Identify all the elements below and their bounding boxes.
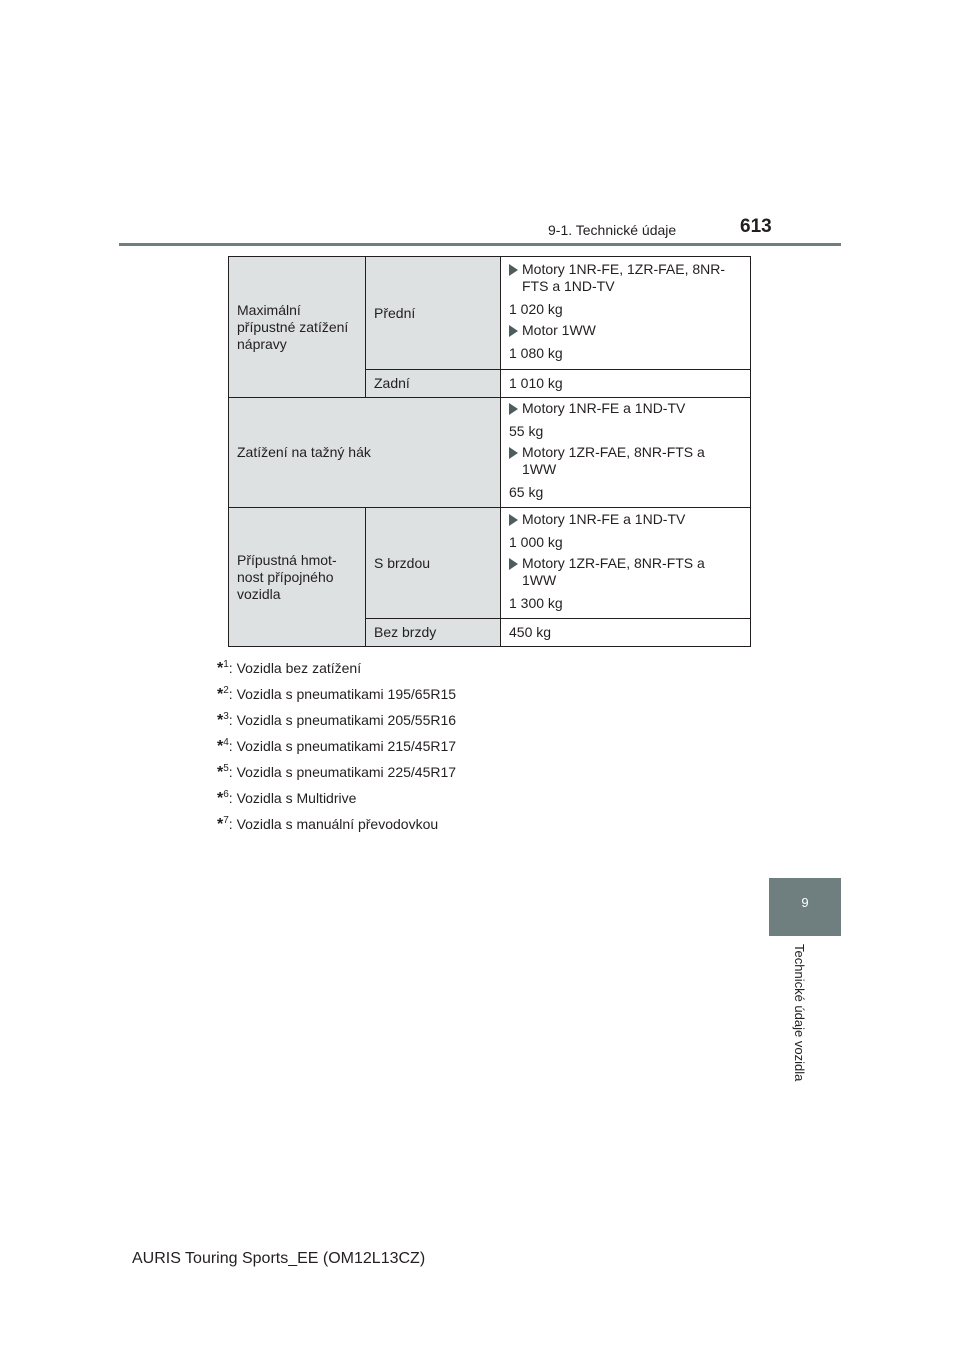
page-number: 613 xyxy=(740,216,772,237)
unbraked-trailer-value: 450 kg xyxy=(501,619,751,647)
footnote: *$^5$: Vozidla s pneumatikami 225/45R17 xyxy=(217,763,457,781)
value-amount: 65 kg xyxy=(509,484,544,500)
table-row xyxy=(229,398,751,508)
trailer-mass-label: Přípustná hmot-nost přípojného vozidla xyxy=(229,508,366,647)
tow-hook-values xyxy=(501,398,751,508)
chapter-title: Technické údaje vozidla xyxy=(792,944,807,1082)
value-bullet: Motor 1WW xyxy=(509,322,742,339)
value-amount: 55 kg xyxy=(509,423,544,439)
footnote: *$^1$: Vozidla bez zatížení xyxy=(217,659,362,677)
tow-hook-label: Zatížení na tažný hák xyxy=(229,398,501,508)
front-axle-values xyxy=(501,257,751,370)
value-amount: 1 300 kg xyxy=(509,594,563,611)
section-title: 9-1. Technické údaje xyxy=(548,222,677,238)
footnote: *$^7$: Vozidla s manuální převodovkou xyxy=(217,815,439,833)
braked-trailer-values xyxy=(501,508,751,619)
header-rule xyxy=(119,243,841,246)
value-bullet: Motory 1NR-FE a 1ND-TV xyxy=(509,400,742,417)
chapter-tab: 9 xyxy=(769,878,841,936)
unbraked-trailer-label: Bez brzdy xyxy=(366,619,501,647)
axle-load-label: Maximální přípustné zatížení nápravy xyxy=(229,257,366,398)
value-bullet: Motory 1NR-FE, 1ZR-FAE, 8NR-FTS a 1ND-TV xyxy=(509,261,742,295)
value-amount: 1 020 kg xyxy=(509,300,563,317)
footnote: *$^3$: Vozidla s pneumatikami 205/55R16 xyxy=(217,711,457,729)
value-amount: 1 080 kg xyxy=(509,344,563,361)
value-amount: 1 000 kg xyxy=(509,533,563,550)
footnotes xyxy=(217,652,456,834)
value-bullet: Motory 1ZR-FAE, 8NR-FTS a 1WW xyxy=(509,555,742,589)
rear-axle-label: Zadní xyxy=(366,370,501,398)
footnote: *$^6$: Vozidla s Multidrive xyxy=(217,789,357,807)
specifications-table xyxy=(228,256,751,647)
footer-book-title: AURIS Touring Sports_EE (OM12L13CZ) xyxy=(132,1250,426,1267)
rear-axle-value: 1 010 kg xyxy=(501,370,751,398)
front-axle-label: Přední xyxy=(366,257,501,370)
table-row xyxy=(229,257,751,370)
braked-trailer-label: S brzdou xyxy=(366,508,501,619)
value-bullet: Motory 1NR-FE a 1ND-TV xyxy=(509,511,742,528)
table-row xyxy=(229,508,751,619)
value-bullet: Motory 1ZR-FAE, 8NR-FTS a 1WW xyxy=(509,444,742,478)
footnote: *$^4$: Vozidla s pneumatikami 215/45R17 xyxy=(217,737,457,755)
footnote: *$^2$: Vozidla s pneumatikami 195/65R15 xyxy=(217,685,457,703)
